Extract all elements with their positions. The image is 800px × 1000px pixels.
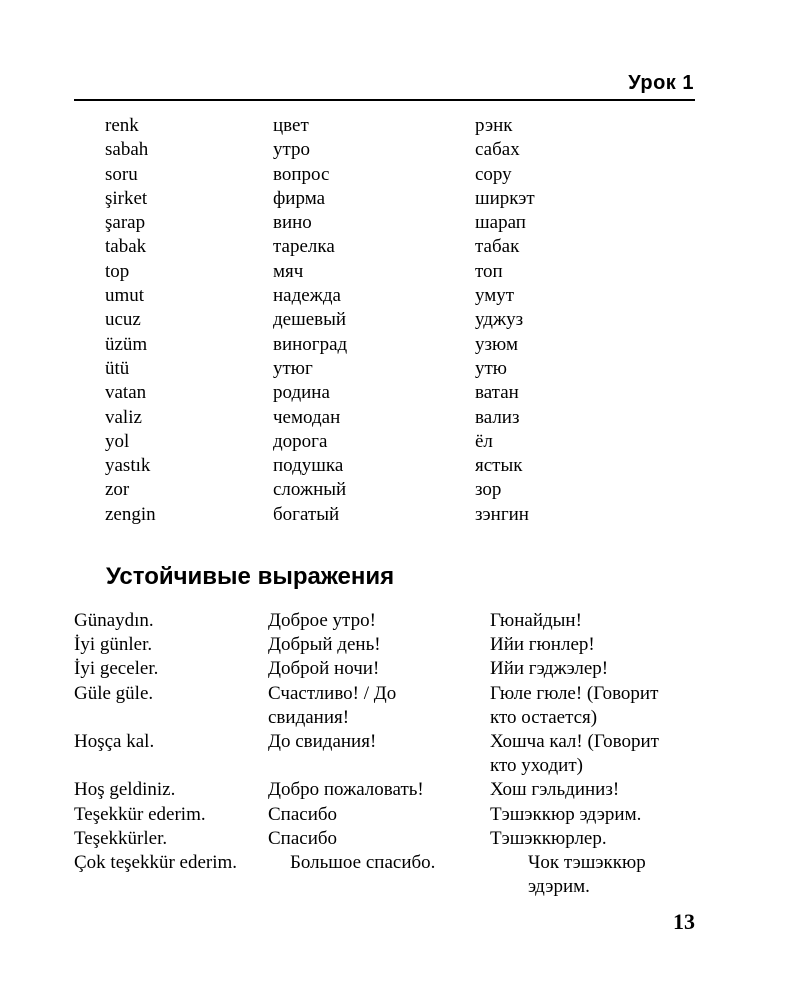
vocab-row [0,188,800,212]
expression-transcription: Хош гэльдиниз! [490,779,620,801]
expression-turkish: İyi günler. [74,634,153,656]
expression-row [0,778,800,802]
vocab-turkish: şarap [105,212,146,234]
vocab-transcription: ёл [475,430,493,452]
expression-row [0,682,800,730]
vocab-transcription: ватан [475,382,519,404]
vocab-russian: тарелка [273,236,335,258]
vocab-row [0,479,800,503]
vocab-turkish: yastık [105,455,151,477]
expression-transcription: Ийи гэджэлер! [490,658,609,680]
vocab-row [0,431,800,455]
vocab-transcription: вализ [475,406,520,428]
vocab-row [0,212,800,236]
vocab-row [0,382,800,406]
vocab-transcription: ястык [475,455,523,477]
vocab-row [0,334,800,358]
vocab-transcription: рэнк [475,115,513,136]
vocab-turkish: zengin [105,503,156,525]
vocab-transcription: уджуз [475,309,524,331]
expression-russian: Большое спасибо. [290,851,436,873]
expression-transcription: Тэшэккюрлер. [490,827,607,849]
vocab-turkish: zor [105,479,130,501]
vocab-russian: подушка [273,455,344,477]
expression-russian: Спасибо [268,803,338,825]
vocab-turkish: şirket [105,187,148,209]
vocab-transcription: утю [475,357,507,379]
vocab-russian: сложный [273,479,347,501]
vocab-turkish: ütü [105,357,130,379]
expression-turkish: Günaydın. [74,610,154,631]
expression-turkish: Güle güle. [74,682,154,704]
vocab-turkish: yol [105,430,130,452]
expression-russian: До свидания! [268,730,377,752]
vocab-transcription: ширкэт [475,187,535,209]
expression-transcription: Хошча кал! (Говорит кто уходит) [490,730,659,777]
vocab-transcription: сабах [475,139,520,161]
expression-russian: Доброй ночи! [268,658,380,680]
vocab-turkish: sabah [105,139,149,161]
vocab-russian: утюг [273,357,313,379]
vocab-row [0,504,800,528]
vocab-russian: вопрос [273,163,330,185]
vocab-transcription: умут [475,285,515,307]
vocab-row [0,285,800,309]
vocab-transcription: зор [475,479,502,501]
vocab-russian: чемодан [273,406,341,428]
expression-turkish: Çok teşekkür ederim. [74,851,238,873]
expression-transcription: Гюле гюле! (Говорит кто остается) [490,682,659,728]
vocab-russian: утро [273,139,311,161]
vocab-row [0,455,800,479]
expression-russian: Счастливо! / До свидания! [268,682,397,728]
expression-russian: Доброе утро! [268,610,376,631]
vocab-russian: дорога [273,430,328,452]
vocab-russian: вино [273,212,312,234]
vocab-row [0,164,800,188]
vocab-turkish: tabak [105,236,147,258]
expression-transcription: Ийи гюнлер! [490,634,595,656]
vocab-turkish: ucuz [105,309,141,331]
expression-row [0,827,800,851]
vocab-turkish: umut [105,285,145,307]
vocab-row [0,358,800,382]
vocab-turkish: vatan [105,382,147,404]
vocab-row [0,309,800,333]
expression-transcription: Чок тэшэккюр эдэрим. [528,851,646,898]
vocab-row [0,139,800,163]
vocab-turkish: valiz [105,406,142,428]
vocab-transcription: топ [475,260,503,282]
vocabulary-table [0,115,800,528]
vocab-transcription: сору [475,163,512,185]
vocab-russian: дешевый [273,309,347,331]
vocab-russian: родина [273,382,330,404]
section-title-expressions: Устойчивые выражения [106,563,395,590]
vocab-transcription: зэнгин [475,503,529,525]
vocab-russian: богатый [273,503,340,525]
vocab-turkish: üzüm [105,333,148,355]
expression-turkish: Teşekkür ederim. [74,803,206,825]
expression-transcription: Тэшэккюр эдэрим. [490,803,642,825]
expression-transcription: Гюнайдын! [490,610,582,631]
vocab-russian: виноград [273,333,348,355]
expression-row [0,803,800,827]
vocab-row [0,236,800,260]
page-number: 13 [673,909,695,934]
header-divider [74,99,695,101]
vocab-russian: надежда [273,285,341,307]
vocab-transcription: шарап [475,212,526,234]
expression-row [0,633,800,657]
vocab-turkish: renk [105,115,139,136]
vocab-turkish: top [105,260,130,282]
expression-row [0,730,800,778]
vocab-russian: фирма [273,187,326,209]
expression-turkish: Hoş geldiniz. [74,779,176,801]
expression-row [0,609,800,633]
expression-turkish: Teşekkürler. [74,827,168,849]
expression-turkish: İyi geceler. [74,658,159,680]
vocab-russian: мяч [273,260,304,282]
lesson-header: Урок 1 [628,72,694,94]
vocab-turkish: soru [105,163,138,185]
vocab-transcription: узюм [475,333,518,355]
expression-row [0,657,800,681]
expression-turkish: Hoşça kal. [74,730,155,752]
vocab-transcription: табак [475,236,520,258]
expression-russian: Добрый день! [268,634,381,656]
vocab-row [0,115,800,139]
vocab-russian: цвет [273,115,309,136]
vocab-row [0,261,800,285]
expression-row [0,851,800,899]
expressions-table [0,609,800,899]
expression-russian: Добро пожаловать! [268,779,424,801]
vocab-row [0,407,800,431]
expression-russian: Спасибо [268,827,338,849]
